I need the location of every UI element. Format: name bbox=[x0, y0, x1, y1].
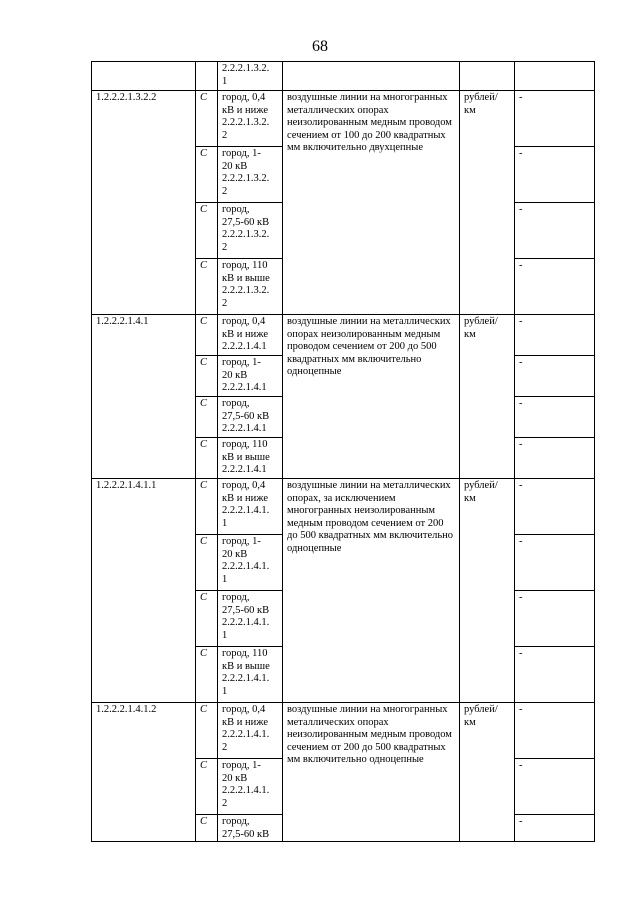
value-text: - bbox=[519, 816, 523, 827]
letter-cell bbox=[196, 759, 218, 815]
table-row bbox=[92, 703, 595, 759]
level-cell bbox=[218, 397, 283, 438]
level-cell bbox=[218, 147, 283, 203]
letter-cell bbox=[196, 356, 218, 397]
level-text: город, 27,5-60 кВ 2.2.2.1.3.2. 2 bbox=[222, 204, 270, 253]
letter-text: С bbox=[200, 357, 208, 368]
level-cell bbox=[218, 815, 283, 842]
level-cell bbox=[218, 647, 283, 703]
letter-text: С bbox=[200, 536, 208, 547]
level-text: город, 0,4 кВ и ниже 2.2.2.1.4.1. 2 bbox=[222, 704, 270, 753]
level-cell bbox=[218, 759, 283, 815]
value-text: - bbox=[519, 398, 523, 409]
description-text: воздушные линии на многогранных металлических опорах неизолированным медным проводом сечением от 200 до 500 квадратных мм включительно одноцепные bbox=[287, 704, 452, 765]
description-cell bbox=[283, 703, 460, 842]
unit-cell bbox=[460, 91, 515, 315]
value-cell bbox=[515, 91, 595, 147]
unit-text: рублей/ км bbox=[464, 316, 498, 340]
letter-text: С bbox=[200, 439, 208, 450]
letter-text: С bbox=[200, 648, 208, 659]
letter-cell bbox=[196, 91, 218, 147]
letter-text: С bbox=[200, 480, 208, 491]
description-cell bbox=[283, 479, 460, 703]
letter-text: С bbox=[200, 760, 208, 771]
value-text: - bbox=[519, 704, 523, 715]
table-row bbox=[92, 91, 595, 147]
code-cell bbox=[92, 91, 196, 315]
letter-cell bbox=[196, 647, 218, 703]
letter-text: С bbox=[200, 398, 208, 409]
description-cell bbox=[283, 315, 460, 479]
level-text: город, 27,5-60 кВ 2.2.2.1.4.1 bbox=[222, 398, 270, 434]
level-text: город, 110 кВ и выше 2.2.2.1.3.2. 2 bbox=[222, 260, 270, 309]
code-text: 1.2.2.2.1.4.1.1 bbox=[96, 480, 157, 491]
code-cell bbox=[92, 62, 196, 91]
letter-text: С bbox=[200, 816, 208, 827]
value-cell bbox=[515, 591, 595, 647]
value-text: - bbox=[519, 260, 523, 271]
value-text: - bbox=[519, 480, 523, 491]
value-text: - bbox=[519, 648, 523, 659]
level-text: город, 1- 20 кВ 2.2.2.1.4.1. 1 bbox=[222, 536, 270, 585]
tariff-table bbox=[91, 61, 595, 842]
level-text: город, 27,5-60 кВ bbox=[222, 816, 270, 840]
letter-cell bbox=[196, 397, 218, 438]
level-text: город, 0,4 кВ и ниже 2.2.2.1.4.1. 1 bbox=[222, 480, 270, 529]
level-cell bbox=[218, 203, 283, 259]
letter-cell bbox=[196, 815, 218, 842]
code-text: 1.2.2.2.1.3.2.2 bbox=[96, 92, 157, 103]
code-text: 1.2.2.2.1.4.1 bbox=[96, 316, 149, 327]
page-number: 68 bbox=[312, 38, 328, 55]
letter-cell bbox=[196, 147, 218, 203]
letter-cell bbox=[196, 259, 218, 315]
value-cell bbox=[515, 147, 595, 203]
description-text: воздушные линии на металлических опорах неизолированным медным проводом сечением от 200 до 500 квадратных мм включительно одноцепные bbox=[287, 316, 451, 377]
value-cell bbox=[515, 62, 595, 91]
value-cell bbox=[515, 703, 595, 759]
description-cell bbox=[283, 91, 460, 315]
unit-cell bbox=[460, 62, 515, 91]
value-text: - bbox=[519, 92, 523, 103]
letter-cell bbox=[196, 315, 218, 356]
value-cell bbox=[515, 647, 595, 703]
level-cell bbox=[218, 438, 283, 479]
table-row bbox=[92, 315, 595, 356]
unit-cell bbox=[460, 703, 515, 842]
value-text: - bbox=[519, 760, 523, 771]
level-text: город, 0,4 кВ и ниже 2.2.2.1.4.1 bbox=[222, 316, 268, 352]
unit-text: рублей/ км bbox=[464, 480, 498, 504]
letter-cell bbox=[196, 703, 218, 759]
value-text: - bbox=[519, 536, 523, 547]
level-cell bbox=[218, 62, 283, 91]
level-text: город, 110 кВ и выше 2.2.2.1.4.1 bbox=[222, 439, 270, 475]
unit-cell bbox=[460, 479, 515, 703]
value-cell bbox=[515, 815, 595, 842]
code-cell bbox=[92, 315, 196, 479]
letter-text: С bbox=[200, 92, 208, 103]
value-text: - bbox=[519, 204, 523, 215]
letter-text: С bbox=[200, 704, 208, 715]
level-text: город, 27,5-60 кВ 2.2.2.1.4.1. 1 bbox=[222, 592, 270, 641]
letter-cell bbox=[196, 438, 218, 479]
code-text: 1.2.2.2.1.4.1.2 bbox=[96, 704, 157, 715]
letter-text: С bbox=[200, 260, 208, 271]
level-cell bbox=[218, 356, 283, 397]
table-row bbox=[92, 479, 595, 535]
value-cell bbox=[515, 397, 595, 438]
level-text: город, 110 кВ и выше 2.2.2.1.4.1. 1 bbox=[222, 648, 270, 697]
table-row-continued bbox=[92, 62, 595, 91]
level-text: город, 1- 20 кВ 2.2.2.1.4.1 bbox=[222, 357, 267, 393]
level-cell bbox=[218, 535, 283, 591]
level-text: город, 0,4 кВ и ниже 2.2.2.1.3.2. 2 bbox=[222, 92, 270, 141]
value-cell bbox=[515, 203, 595, 259]
letter-cell bbox=[196, 203, 218, 259]
level-text: город, 1- 20 кВ 2.2.2.1.3.2. 2 bbox=[222, 148, 270, 197]
level-cell bbox=[218, 91, 283, 147]
unit-text: рублей/ км bbox=[464, 92, 498, 116]
value-text: - bbox=[519, 148, 523, 159]
level-text: город, 1- 20 кВ 2.2.2.1.4.1. 2 bbox=[222, 760, 270, 809]
level-cell bbox=[218, 315, 283, 356]
letter-text: С bbox=[200, 148, 208, 159]
code-cell bbox=[92, 479, 196, 703]
level-text: 2.2.2.1.3.2. 1 bbox=[222, 63, 270, 87]
value-cell bbox=[515, 535, 595, 591]
value-cell bbox=[515, 259, 595, 315]
unit-cell bbox=[460, 315, 515, 479]
table-body bbox=[92, 62, 595, 842]
letter-cell bbox=[196, 591, 218, 647]
code-cell bbox=[92, 703, 196, 842]
letter-cell bbox=[196, 479, 218, 535]
level-cell bbox=[218, 479, 283, 535]
value-text: - bbox=[519, 316, 523, 327]
letter-text: С bbox=[200, 316, 208, 327]
letter-text: С bbox=[200, 204, 208, 215]
value-cell bbox=[515, 315, 595, 356]
description-cell bbox=[283, 62, 460, 91]
value-text: - bbox=[519, 592, 523, 603]
letter-cell bbox=[196, 535, 218, 591]
description-text: воздушные линии на многогранных металлических опорах неизолированным медным проводом сечением от 100 до 200 квадратных мм включительно двухцепные bbox=[287, 92, 452, 153]
level-cell bbox=[218, 259, 283, 315]
value-cell bbox=[515, 438, 595, 479]
value-cell bbox=[515, 356, 595, 397]
value-text: - bbox=[519, 439, 523, 450]
level-cell bbox=[218, 591, 283, 647]
value-cell bbox=[515, 479, 595, 535]
value-cell bbox=[515, 759, 595, 815]
level-cell bbox=[218, 703, 283, 759]
description-text: воздушные линии на металлических опорах, за исключением многогранных неизолированным медным проводом сечением от 200 до 500 квадратных мм включительно одноцепные bbox=[287, 480, 453, 554]
value-text: - bbox=[519, 357, 523, 368]
letter-cell bbox=[196, 62, 218, 91]
letter-text: С bbox=[200, 592, 208, 603]
unit-text: рублей/ км bbox=[464, 704, 498, 728]
